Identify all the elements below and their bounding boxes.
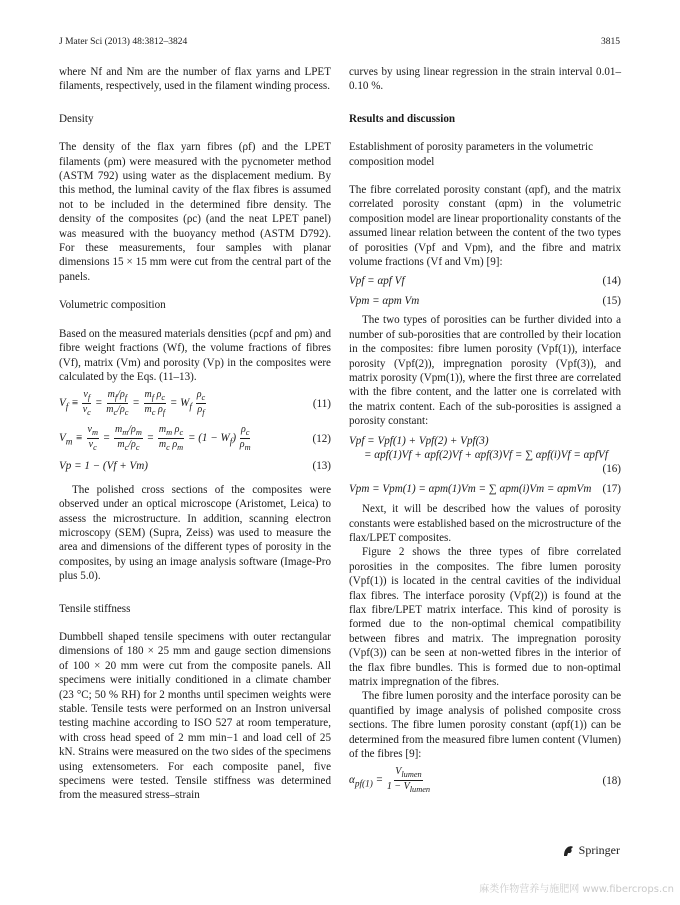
equation-17-text: Vpm = Vpm(1) = αpm(1)Vm = ∑ αpm(i)Vm = αpmVm: [349, 482, 592, 495]
paragraph-sub-porosities: The two types of porosities can be further divided into a number of sub-porosities that are controlled by their location in the composites: fibre lumen porosity (Vpf(1)), interface porosity (Vpf(2)), impregnation porosity (Vpf(3)), and matrix porosity (Vpm(1)), where the first three are correlated with the fibre content, and the latter one is correlated with the matrix content. Each of the sub-porosities is assigned a porosity constant:: [349, 314, 621, 428]
equation-16-number: (16): [602, 463, 621, 476]
equation-17: [349, 482, 621, 496]
left-column: [59, 65, 331, 803]
equation-16-line-1: [349, 434, 621, 448]
heading-density: Density: [59, 112, 94, 125]
springer-logo: [561, 843, 620, 858]
equation-16-text-a: Vpf = Vpf(1) + Vpf(2) + Vpf(3): [349, 434, 489, 447]
equation-16-line-2: [349, 448, 621, 462]
springer-horse-icon: [561, 844, 575, 858]
equation-15: [349, 294, 621, 308]
heading-porosity-parameters: Establishment of porosity parameters in the volumetric composition model: [349, 141, 594, 168]
equation-12: $V_m$ ≡ $\frac{v_m}{v_c}$ = $\frac{m_m/\rho_m}{m_c/\rho_c}$ = $\frac{m_m \rho_c}{m_c \rho_m}$ = $(1 - W_f)$ $\frac{\rho_c}{\rho_m}$ (12): [59, 424, 331, 453]
equation-18-number: (18): [602, 774, 621, 787]
equation-16-number-row: [349, 462, 621, 476]
equation-18: $\alpha_{pf(1)}$ = $\frac{V_{lumen}}{1 - V_{lumen}}$ (18): [349, 766, 621, 795]
heading-tensile-stiffness: Tensile stiffness: [59, 602, 131, 615]
equation-12-number: (12): [312, 432, 331, 445]
heading-volumetric-composition: Volumetric composition: [59, 299, 166, 312]
equation-14-number: (14): [602, 275, 621, 288]
equation-13: [59, 459, 331, 473]
watermark-text: 麻类作物营养与施肥网 www.fibercrops.cn: [479, 884, 674, 895]
equation-11-number: (11): [312, 397, 331, 410]
equation-14: [349, 274, 621, 288]
journal-header: J Mater Sci (2013) 48:3812–3824: [59, 37, 188, 47]
paragraph-volumetric: Based on the measured materials densities (ρcρf and ρm) and fibre weight fractions (Wf), the volume fractions of fibres (Vf), matrix (Vm) and porosity (Vp) in the composites were calculated by the Eqs. (11–13).: [59, 327, 331, 383]
equation-15-number: (15): [602, 294, 621, 307]
paragraph-next: Next, it will be described how the values of porosity constants were established based on the microstructure of the flax/LPET composites.: [349, 503, 621, 544]
paragraph-curves: curves by using linear regression in the strain interval 0.01–0.10 %.: [349, 66, 621, 93]
paragraph-density: The density of the flax yarn fibres (ρf) and the LPET filaments (ρm) were measured with the pycnometer method (ASTM 792) using water as the displacement medium. By this method, the luminal cavity of the flax fibres is assumed not to be included in the determined fibre density. The density of the composites (ρc) (and the neat LPET panel) was measured with the buoyancy method (ASTM D792). For these measurements, four samples with planar dimensions 15 × 15 mm were cut from the central part of the panels.: [59, 141, 331, 283]
equation-14-text: Vpf = αpf Vf: [349, 275, 405, 288]
equation-13-number: (13): [312, 460, 331, 473]
heading-results-discussion: Results and discussion: [349, 112, 456, 125]
paragraph-lumen-porosity: The fibre lumen porosity and the interface porosity can be quantified by image analysis of polished composite cross sections. The fibre lumen porosity constant (αpf(1)) can be determined from the measured fibre lumen content (Vlumen) of the fibres [9]:: [349, 690, 621, 761]
right-column: [349, 65, 621, 795]
paragraph-figure-2: Figure 2 shows the three types of fibre correlated porosities in the composites. The fibre lumen porosity (Vpf(1)) is located in the central cavities of the individual flax fibres. The interface porosity (Vpf(2)) is found at the flax fibre/LPET matrix interface. This kind of porosity is formed due to the non-optimal chemical compatibility between fibres and matrix. The impregnation porosity (Vpf(3)) can be seen at non-wetted fibres in the interior of the flax fibre bundles. This is formed due to non-optimal matrix impregnation of the fibres.: [349, 546, 621, 689]
page-number: 3815: [601, 37, 620, 47]
publisher-name: Springer: [578, 843, 620, 857]
equation-13-text: Vp = 1 − (Vf + Vm): [59, 460, 149, 473]
paragraph-intro: where Nf and Nm are the number of flax yarns and LPET filaments, respectively, used in the filament winding process.: [59, 66, 331, 93]
paragraph-porosity-constants: The fibre correlated porosity constant (αpf), and the matrix correlated porosity constant (αpm) in the volumetric composition model are linear proportionality constants of the assumed linear relation between the content of the two types of porosities (Vpf and Vpm), and the fibre and matrix volume fractions (Vf and Vm) [9]:: [349, 184, 621, 269]
equation-11: $V_f$ ≡ $\frac{v_f}{v_c}$ = $\frac{m_f/\rho_f}{m_c/\rho_c}$ = $\frac{m_f \rho_c}{m_c \rho_f}$ = $W_f$ $\frac{\rho_c}{\rho_f}$ (11): [59, 389, 331, 418]
paragraph-tensile: Dumbbell shaped tensile specimens with outer rectangular dimensions of 180 × 25 mm and gauge section dimensions of 100 × 20 mm were cut from the composite panels. All specimens were initially conditioned in a climate chamber (23 °C; 50 % RH) for 2 months until specimen weights were stable. Tensile tests were performed on an Instron universal testing machine according to ISO 527 at room temperature, with cross head speed of 2 mm min−1 and load cell of 25 kN. Strains were measured on the two sides of the specimens using extensometers. For each composite panel, five specimens were tested. Tensile stiffness was determined from the measured stress–strain: [59, 630, 331, 802]
equation-17-number: (17): [602, 482, 621, 495]
paragraph-cross-sections: The polished cross sections of the composites were observed under an optical microscope (Aristomet, Leica) to assess the microstructure. In addition, scanning electron microscopy (SEM) (Supra, Zeiss) was used to measure the area and dimensions of the different types of porosity in the composites, by using an image analysis software (Image-Pro plus 5.0).: [59, 483, 331, 583]
equation-16-text-b: = αpf(1)Vf + αpf(2)Vf + αpf(3)Vf = ∑ αpf(i)Vf = αpfVf: [364, 448, 608, 461]
equation-15-text: Vpm = αpm Vm: [349, 294, 420, 307]
